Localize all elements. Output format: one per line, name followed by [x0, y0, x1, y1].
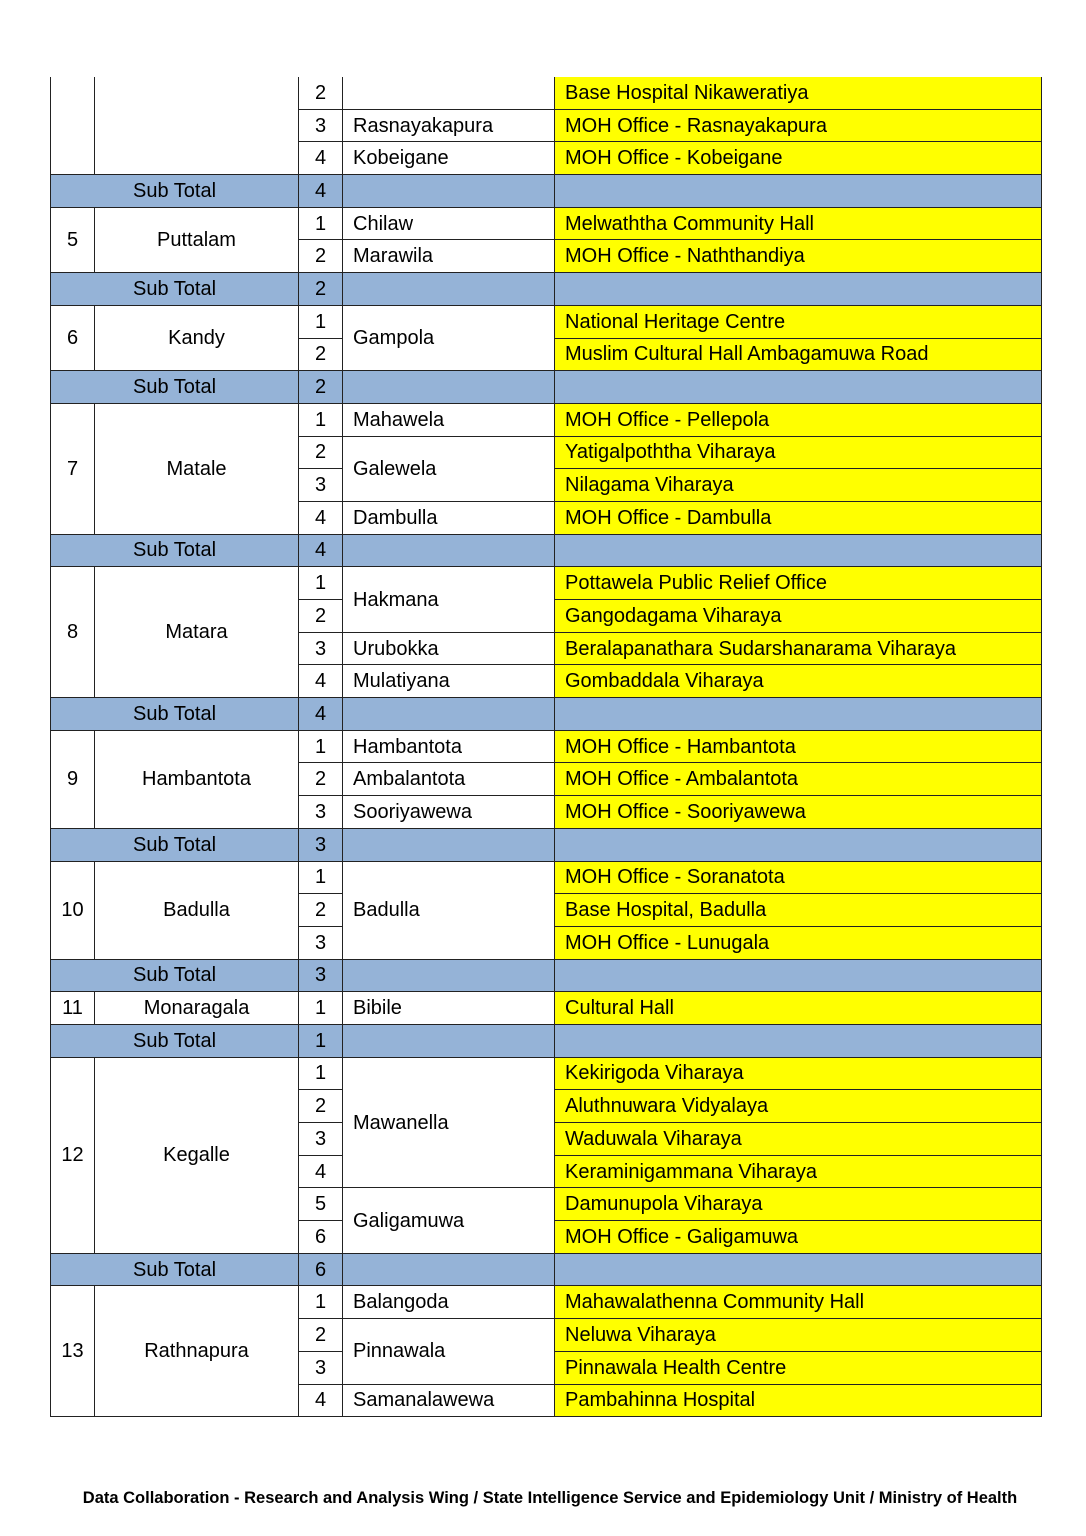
- subtotal-row: [51, 1253, 1042, 1286]
- center-location: National Heritage Centre: [555, 305, 1042, 338]
- district-number: 6: [51, 305, 95, 370]
- subtotal-empty-cell: [343, 959, 555, 992]
- moh-division: Sooriyawewa: [343, 796, 555, 829]
- subtotal-empty-cell: [343, 1024, 555, 1057]
- moh-division: Samanalawewa: [343, 1384, 555, 1417]
- district-number: 11: [51, 992, 95, 1025]
- center-index: 3: [299, 926, 343, 959]
- center-index: 2: [299, 77, 343, 109]
- center-location: Base Hospital, Badulla: [555, 894, 1042, 927]
- subtotal-empty-cell: [343, 698, 555, 731]
- subtotal-empty-cell: [555, 175, 1042, 208]
- center-index: 1: [299, 305, 343, 338]
- subtotal-empty-cell: [555, 1024, 1042, 1057]
- subtotal-row: [51, 273, 1042, 306]
- moh-division: Dambulla: [343, 501, 555, 534]
- subtotal-label: Sub Total: [51, 1253, 299, 1286]
- center-location: Beralapanathara Sudarshanarama Viharaya: [555, 632, 1042, 665]
- center-location: MOH Office - Rasnayakapura: [555, 109, 1042, 142]
- center-location: MOH Office - Kobeigane: [555, 142, 1042, 175]
- center-index: 3: [299, 1123, 343, 1156]
- center-location: Gombaddala Viharaya: [555, 665, 1042, 698]
- subtotal-value: 4: [299, 175, 343, 208]
- subtotal-empty-cell: [555, 959, 1042, 992]
- table-row: [51, 77, 1042, 109]
- center-index: 2: [299, 894, 343, 927]
- footer-credit: Data Collaboration - Research and Analysis Wing / State Intelligence Service and Epidemiology Unit / Ministry of Health: [82, 1489, 1018, 1507]
- center-location: Aluthnuwara Vidyalaya: [555, 1090, 1042, 1123]
- subtotal-empty-cell: [343, 175, 555, 208]
- center-index: 1: [299, 207, 343, 240]
- subtotal-empty-cell: [343, 371, 555, 404]
- center-index: 2: [299, 763, 343, 796]
- center-location: Cultural Hall: [555, 992, 1042, 1025]
- district-name: Badulla: [95, 861, 299, 959]
- subtotal-value: 1: [299, 1024, 343, 1057]
- center-index: 2: [299, 240, 343, 273]
- table-row: [51, 207, 1042, 240]
- center-index: 2: [299, 436, 343, 469]
- table-row: [51, 1286, 1042, 1319]
- center-index: 5: [299, 1188, 343, 1221]
- center-location: Base Hospital Nikaweratiya: [555, 77, 1042, 109]
- district-name: Hambantota: [95, 730, 299, 828]
- subtotal-value: 3: [299, 828, 343, 861]
- subtotal-row: [51, 828, 1042, 861]
- district-number: 13: [51, 1286, 95, 1417]
- center-index: 1: [299, 730, 343, 763]
- center-index: 4: [299, 1384, 343, 1417]
- subtotal-label: Sub Total: [51, 959, 299, 992]
- subtotal-row: [51, 698, 1042, 731]
- subtotal-empty-cell: [343, 828, 555, 861]
- subtotal-row: [51, 959, 1042, 992]
- table-row: [51, 730, 1042, 763]
- center-index: 4: [299, 1155, 343, 1188]
- district-number: 8: [51, 567, 95, 698]
- moh-division: Ambalantota: [343, 763, 555, 796]
- district-name: Matara: [95, 567, 299, 698]
- center-location: Pinnawala Health Centre: [555, 1351, 1042, 1384]
- center-location: Yatigalpoththa Viharaya: [555, 436, 1042, 469]
- center-index: 3: [299, 469, 343, 502]
- district-name: Rathnapura: [95, 1286, 299, 1417]
- subtotal-label: Sub Total: [51, 534, 299, 567]
- moh-division: Hakmana: [343, 567, 555, 632]
- center-location: Keraminigammana Viharaya: [555, 1155, 1042, 1188]
- subtotal-label: Sub Total: [51, 175, 299, 208]
- moh-division: Rasnayakapura: [343, 109, 555, 142]
- subtotal-value: 4: [299, 534, 343, 567]
- center-location: Nilagama Viharaya: [555, 469, 1042, 502]
- subtotal-empty-cell: [343, 1253, 555, 1286]
- table-row: [51, 861, 1042, 894]
- subtotal-label: Sub Total: [51, 828, 299, 861]
- center-index: 6: [299, 1221, 343, 1254]
- district-name: Puttalam: [95, 207, 299, 272]
- vaccination-centers-table: [50, 77, 1042, 1417]
- center-location: Pambahinna Hospital: [555, 1384, 1042, 1417]
- center-location: Waduwala Viharaya: [555, 1123, 1042, 1156]
- center-index: 2: [299, 600, 343, 633]
- moh-division: Chilaw: [343, 207, 555, 240]
- center-index: 1: [299, 403, 343, 436]
- table-row: [51, 403, 1042, 436]
- subtotal-value: 4: [299, 698, 343, 731]
- district-number: 7: [51, 403, 95, 534]
- center-location: MOH Office - Sooriyawewa: [555, 796, 1042, 829]
- center-index: 3: [299, 796, 343, 829]
- moh-division: Mawanella: [343, 1057, 555, 1188]
- center-location: Damunupola Viharaya: [555, 1188, 1042, 1221]
- center-index: 1: [299, 1286, 343, 1319]
- center-index: 1: [299, 567, 343, 600]
- subtotal-label: Sub Total: [51, 371, 299, 404]
- moh-division: Mahawela: [343, 403, 555, 436]
- district-name: Monaragala: [95, 992, 299, 1025]
- center-index: 2: [299, 338, 343, 371]
- table-row: [51, 1057, 1042, 1090]
- center-index: 4: [299, 501, 343, 534]
- center-location: Mahawalathenna Community Hall: [555, 1286, 1042, 1319]
- district-name: Kandy: [95, 305, 299, 370]
- subtotal-empty-cell: [555, 1253, 1042, 1286]
- district-number: 12: [51, 1057, 95, 1253]
- table-row: [51, 305, 1042, 338]
- center-index: 1: [299, 1057, 343, 1090]
- table-row: [51, 567, 1042, 600]
- subtotal-value: 3: [299, 959, 343, 992]
- center-location: MOH Office - Ambalantota: [555, 763, 1042, 796]
- subtotal-row: [51, 175, 1042, 208]
- center-location: MOH Office - Hambantota: [555, 730, 1042, 763]
- subtotal-row: [51, 371, 1042, 404]
- subtotal-value: 6: [299, 1253, 343, 1286]
- center-location: MOH Office - Soranatota: [555, 861, 1042, 894]
- center-location: MOH Office - Pellepola: [555, 403, 1042, 436]
- district-name: Matale: [95, 403, 299, 534]
- center-location: MOH Office - Dambulla: [555, 501, 1042, 534]
- district-number: 9: [51, 730, 95, 828]
- center-index: 4: [299, 665, 343, 698]
- subtotal-row: [51, 534, 1042, 567]
- moh-division: Badulla: [343, 861, 555, 959]
- subtotal-row: [51, 1024, 1042, 1057]
- center-location: Kekirigoda Viharaya: [555, 1057, 1042, 1090]
- moh-division: Kobeigane: [343, 142, 555, 175]
- center-index: 3: [299, 1351, 343, 1384]
- center-index: 4: [299, 142, 343, 175]
- moh-division: Gampola: [343, 305, 555, 370]
- subtotal-empty-cell: [555, 828, 1042, 861]
- center-location: Gangodagama Viharaya: [555, 600, 1042, 633]
- center-location: Muslim Cultural Hall Ambagamuwa Road: [555, 338, 1042, 371]
- moh-division: Urubokka: [343, 632, 555, 665]
- moh-division: [343, 77, 555, 109]
- center-index: 2: [299, 1090, 343, 1123]
- moh-division: Galigamuwa: [343, 1188, 555, 1253]
- center-index: 1: [299, 992, 343, 1025]
- district-number: 10: [51, 861, 95, 959]
- center-location: MOH Office - Naththandiya: [555, 240, 1042, 273]
- center-index: 3: [299, 109, 343, 142]
- center-index: 3: [299, 632, 343, 665]
- table-row: [51, 992, 1042, 1025]
- district-name: [95, 77, 299, 175]
- center-index: 1: [299, 861, 343, 894]
- district-name: Kegalle: [95, 1057, 299, 1253]
- subtotal-empty-cell: [555, 273, 1042, 306]
- subtotal-value: 2: [299, 273, 343, 306]
- center-location: Neluwa Viharaya: [555, 1319, 1042, 1352]
- district-number: [51, 77, 95, 175]
- moh-division: Bibile: [343, 992, 555, 1025]
- subtotal-empty-cell: [343, 534, 555, 567]
- subtotal-label: Sub Total: [51, 1024, 299, 1057]
- center-location: Melwaththa Community Hall: [555, 207, 1042, 240]
- center-location: Pottawela Public Relief Office: [555, 567, 1042, 600]
- district-number: 5: [51, 207, 95, 272]
- subtotal-empty-cell: [555, 371, 1042, 404]
- center-index: 2: [299, 1319, 343, 1352]
- moh-division: Hambantota: [343, 730, 555, 763]
- moh-division: Galewela: [343, 436, 555, 501]
- moh-division: Pinnawala: [343, 1319, 555, 1384]
- moh-division: Balangoda: [343, 1286, 555, 1319]
- moh-division: Marawila: [343, 240, 555, 273]
- moh-division: Mulatiyana: [343, 665, 555, 698]
- subtotal-empty-cell: [343, 273, 555, 306]
- subtotal-label: Sub Total: [51, 698, 299, 731]
- subtotal-empty-cell: [555, 534, 1042, 567]
- center-location: MOH Office - Lunugala: [555, 926, 1042, 959]
- subtotal-empty-cell: [555, 698, 1042, 731]
- center-location: MOH Office - Galigamuwa: [555, 1221, 1042, 1254]
- subtotal-value: 2: [299, 371, 343, 404]
- subtotal-label: Sub Total: [51, 273, 299, 306]
